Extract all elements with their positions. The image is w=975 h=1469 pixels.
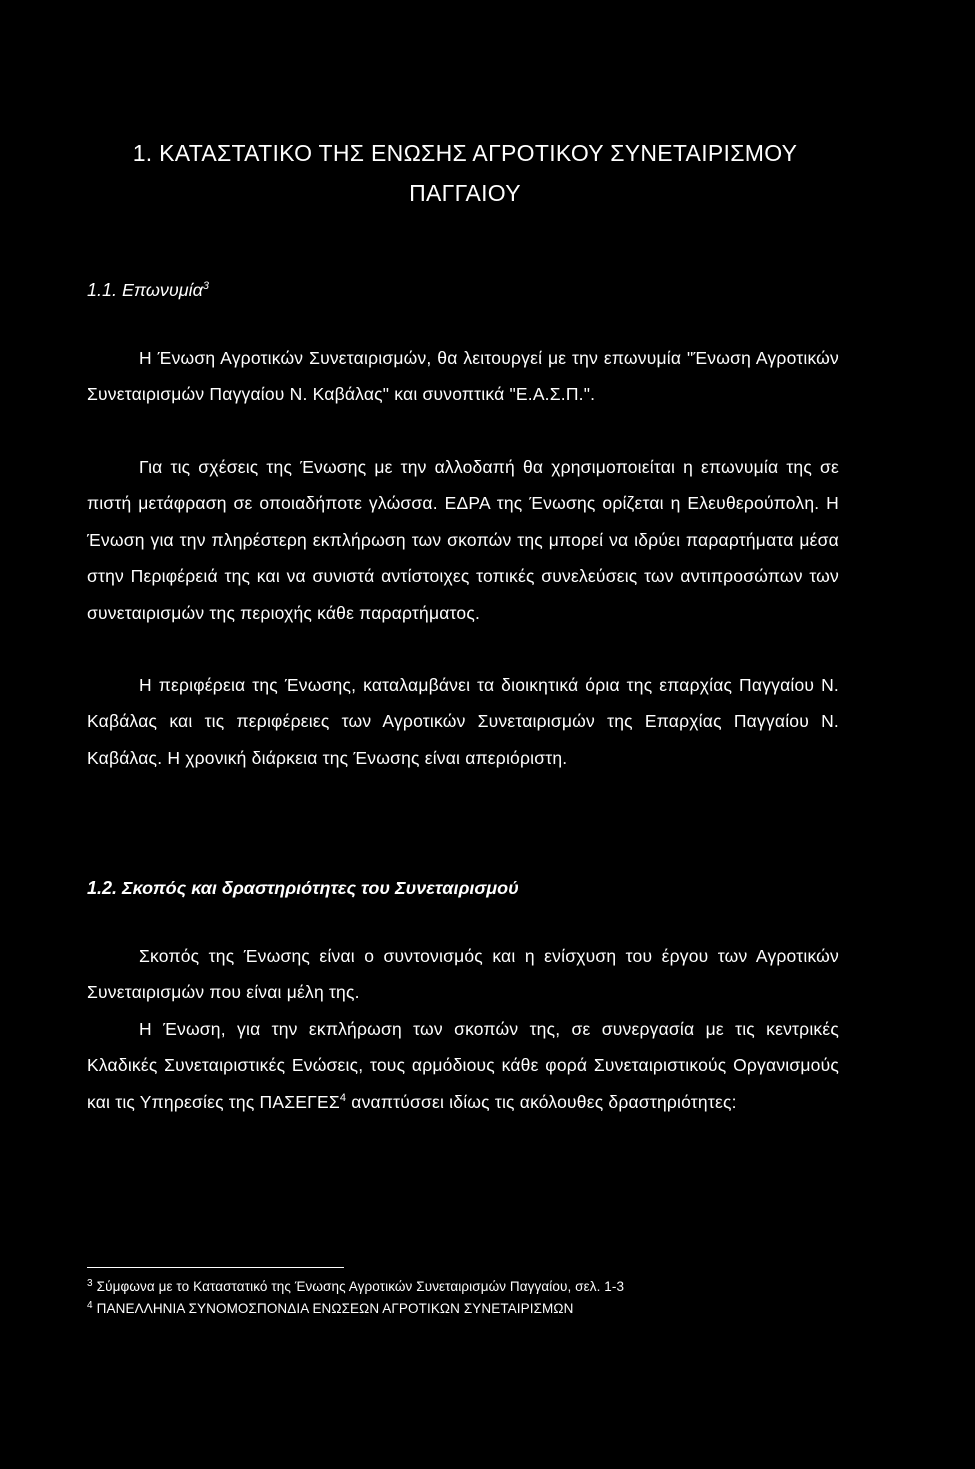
section-1-2-heading: 1.2. Σκοπός και δραστηριότητες του Συνεταιρισμού — [87, 878, 519, 898]
footnote-4-mark: 4 — [87, 1299, 93, 1311]
footnote-3-text: Σύμφωνα με το Καταστατικό της Ένωσης Αγροτικών Συνεταιρισμών Παγγαίου, σελ. 1-3 — [96, 1279, 625, 1294]
section-1-2-paragraph-2 — [87, 1011, 839, 1120]
section-1-2-paragraph-2-text: Η Ένωση, για την εκπλήρωση των σκοπών της, σε συνεργασία με τις κεντρικές Κλαδικές Συνεταιριστικές Ενώσεις, τους αρμόδιους κάθε φορά Συνεταιριστικούς Οργανισμούς και τις Υπηρεσίες της ΠΑΣΕΓΕΣ — [87, 1019, 839, 1112]
section-1-1-paragraph-2: Για τις σχέσεις της Ένωσης με την αλλοδαπή θα χρησιμοποιείται η επωνυμία της σε πιστή μετάφραση σε οποιαδήποτε γλώσσα. ΕΔΡΑ της Ένωσης ορίζεται η Ελευθερούπολη. Η Ένωση για την πληρέστερη εκπλήρωση των σκοπών της μπορεί να ιδρύει παραρτήματα μέσα στην Περιφέρειά της και να συνιστά αντίστοιχες τοπικές συνελεύσεις των αντιπροσώπων των συνεταιρισμών της περιοχής κάθε παραρτήματος. — [87, 457, 839, 623]
section-1-1-heading — [87, 280, 209, 301]
footnote-ref-4: 4 — [339, 1091, 347, 1104]
section-1-2-paragraph-1: Σκοπός της Ένωσης είναι ο συντονισμός και η ενίσχυση του έργου των Αγροτικών Συνεταιρισμών που είναι μέλη της. — [87, 946, 839, 1003]
footnote-4-text: ΠΑΝΕΛΛΗΝΙΑ ΣΥΝΟΜΟΣΠΟΝΔΙΑ ΕΝΩΣΕΩΝ ΑΓΡΟΤΙΚΩΝ ΣΥΝΕΤΑΙΡΙΣΜΩΝ — [96, 1301, 574, 1316]
footnote-3-mark: 3 — [87, 1277, 93, 1289]
section-1-2-paragraph-2-text-end: αναπτύσσει ιδίως τις ακόλουθες δραστηριότητες: — [346, 1091, 737, 1112]
footnote-ref-3: 3 — [202, 280, 209, 292]
document-title-continued: ΠΑΓΓΑΙΟΥ — [409, 180, 521, 206]
section-1-1-heading-text: 1.1. Επωνυμία — [87, 280, 203, 300]
section-1-1-paragraph-1: Η Ένωση Αγροτικών Συνεταιρισμών, θα λειτουργεί με την επωνυμία "Ένωση Αγροτικών Συνεταιρισμών Παγγαίου Ν. Καβάλας" και συνοπτικά "Ε.Α.Σ.Π.". — [87, 348, 839, 405]
footnote-3 — [87, 1279, 624, 1294]
section-1-1-paragraph-3: Η περιφέρεια της Ένωσης, καταλαμβάνει τα διοικητικά όρια της επαρχίας Παγγαίου Ν. Καβάλας και τις περιφέρειες των Αγροτικών Συνεταιρισμών της Επαρχίας Παγγαίου Ν. Καβάλας. Η χρονική διάρκεια της Ένωσης είναι απεριόριστη. — [87, 675, 839, 768]
document-title: 1. ΚΑΤΑΣΤΑΤΙΚΟ ΤΗΣ ΕΝΩΣΗΣ ΑΓΡΟΤΙΚΟΥ ΣΥΝΕΤΑΙΡΙΣΜΟΥ — [132, 140, 798, 166]
footnote-4 — [87, 1301, 573, 1316]
footnote-separator — [87, 1267, 344, 1268]
